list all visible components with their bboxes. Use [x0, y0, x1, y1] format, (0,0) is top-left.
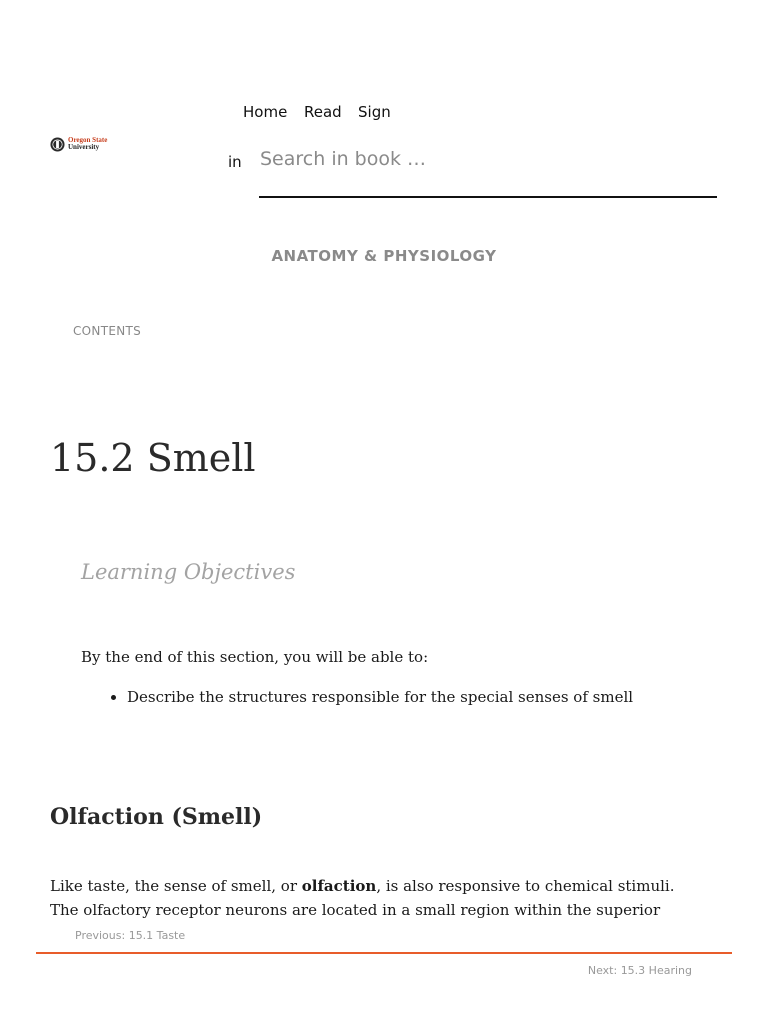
logo-wordmark: [68, 137, 107, 151]
logo-line-1: Oregon State: [68, 136, 108, 144]
logo-line-2: University: [68, 143, 100, 151]
nav-sign-in-link-continued[interactable]: in: [228, 153, 242, 171]
body-paragraph: [50, 874, 690, 922]
nav-read-link[interactable]: Read: [304, 103, 342, 121]
nav-home-link[interactable]: Home: [243, 103, 288, 121]
learning-objectives-heading: Learning Objectives: [81, 560, 296, 584]
learning-objectives-intro: By the end of this section, you will be able to:: [81, 648, 429, 666]
section-heading: Olfaction (Smell): [50, 804, 263, 830]
divider: [36, 952, 732, 954]
nav-sign-in-link[interactable]: Sign: [358, 103, 391, 121]
glossary-term: olfaction: [301, 877, 377, 895]
book-search-input[interactable]: [259, 144, 717, 198]
learning-objectives-list: [81, 688, 633, 706]
book-title-link[interactable]: ANATOMY & PHYSIOLOGY: [271, 247, 497, 265]
university-seal-icon: [50, 137, 65, 152]
next-chapter-link[interactable]: Next: 15.3 Hearing: [587, 964, 692, 977]
contents-toggle[interactable]: CONTENTS: [73, 324, 142, 338]
list-item: • Describe the structures responsible for the special senses of smell: [127, 688, 633, 706]
page-title: 15.2 Smell: [50, 436, 256, 480]
university-logo[interactable]: [50, 133, 120, 155]
previous-chapter-link[interactable]: Previous: 15.1 Taste: [75, 929, 186, 942]
chapter-navigation: [0, 924, 768, 1024]
paragraph-text: Like taste, the sense of smell, or: [50, 877, 302, 895]
paragraph-text: , is also responsive to chemical stimuli. The olfactory receptor neurons are located in a small region within the superior: [50, 877, 675, 919]
